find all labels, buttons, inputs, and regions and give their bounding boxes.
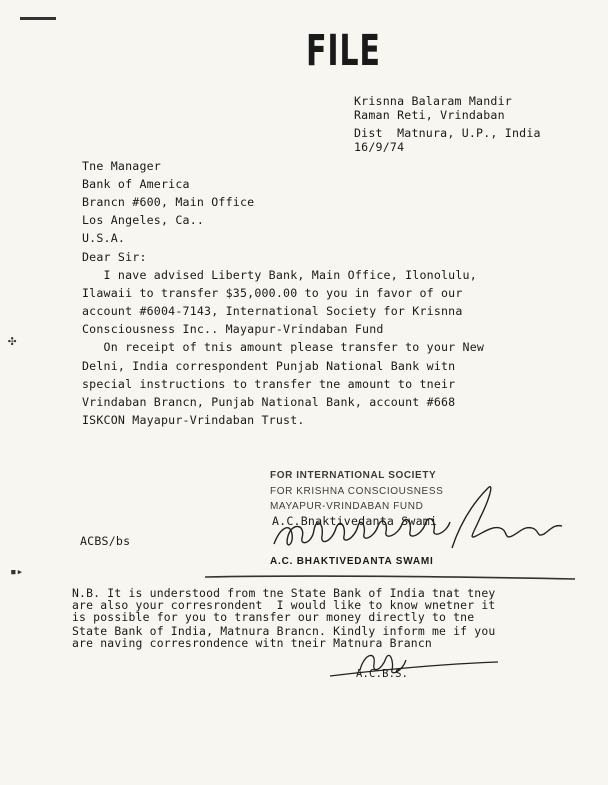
sender-line: Dist Matnura, U.P., India bbox=[354, 126, 541, 140]
nb-line: are naving corresrondence witn tneir Matnura Brancn bbox=[72, 636, 432, 650]
recipient-line: Bank of America bbox=[82, 177, 190, 191]
body-line: Ilawaii to transfer $35,000.00 to you in favor of our bbox=[82, 286, 463, 300]
recipient-line: U.S.A. bbox=[82, 231, 126, 245]
recipient-line: Los Angeles, Ca.. bbox=[82, 213, 205, 227]
body-line: ISKCON Mayapur-Vrindaban Trust. bbox=[82, 413, 305, 427]
file-stamp: FILE bbox=[306, 26, 381, 76]
signatory-name: A.C.Bnaktivedanta Swami bbox=[272, 514, 438, 528]
nb-line: N.B. It is understood from tne State Bank of India tnat tney bbox=[72, 586, 496, 600]
body-line: Delni, India correspondent Punjab National Bank witn bbox=[82, 359, 456, 373]
divider-line bbox=[0, 565, 600, 585]
signatory-stamp: A.C. BHAKTIVEDANTA SWAMI bbox=[270, 556, 434, 567]
nb-line: State Bank of India, Matnura Brancn. Kindly inform me if you bbox=[72, 624, 496, 638]
nb-line: is possible for you to transfer our money directly to tne bbox=[72, 610, 475, 624]
seal-line: FOR INTERNATIONAL SOCIETY bbox=[270, 470, 437, 481]
body-line: special instructions to transfer tne amount to tneir bbox=[82, 377, 456, 391]
scan-mark bbox=[20, 17, 56, 20]
nb-line: are also your corresrondent I would like to know wnetner it bbox=[72, 598, 496, 612]
scan-mark: ▪▸ bbox=[10, 565, 24, 578]
recipient-line: Tne Manager bbox=[82, 159, 161, 173]
signature-image bbox=[262, 478, 572, 558]
body-line: account #6004-7143, International Society for Krisnna bbox=[82, 304, 463, 318]
body-line: Vrindaban Brancn, Punjab National Bank, account #668 bbox=[82, 395, 456, 409]
nb-initials: A.C.B.S. bbox=[356, 668, 409, 680]
body-line: Consciousness Inc.. Mayapur-Vrindaban Fund bbox=[82, 322, 384, 336]
sender-line: Raman Reti, Vrindaban bbox=[354, 108, 505, 122]
salutation: Dear Sir: bbox=[82, 250, 147, 264]
body-line: On receipt of tnis amount please transfer to your New bbox=[82, 340, 485, 354]
body-line: I nave advised Liberty Bank, Main Office, Ilonolulu, bbox=[82, 268, 477, 282]
initials-signature-image bbox=[320, 640, 500, 690]
reference-initials: ACBS/bs bbox=[80, 534, 131, 548]
seal-line: FOR KRISHNA CONSCIOUSNESS bbox=[270, 486, 444, 497]
recipient-line: Brancn #600, Main Office bbox=[82, 195, 255, 209]
sender-line: Krisnna Balaram Mandir bbox=[354, 94, 512, 108]
scan-mark: ✣ bbox=[8, 333, 17, 349]
letter-date: 16/9/74 bbox=[354, 140, 405, 154]
seal-line: MAYAPUR-VRINDABAN FUND bbox=[270, 501, 424, 512]
